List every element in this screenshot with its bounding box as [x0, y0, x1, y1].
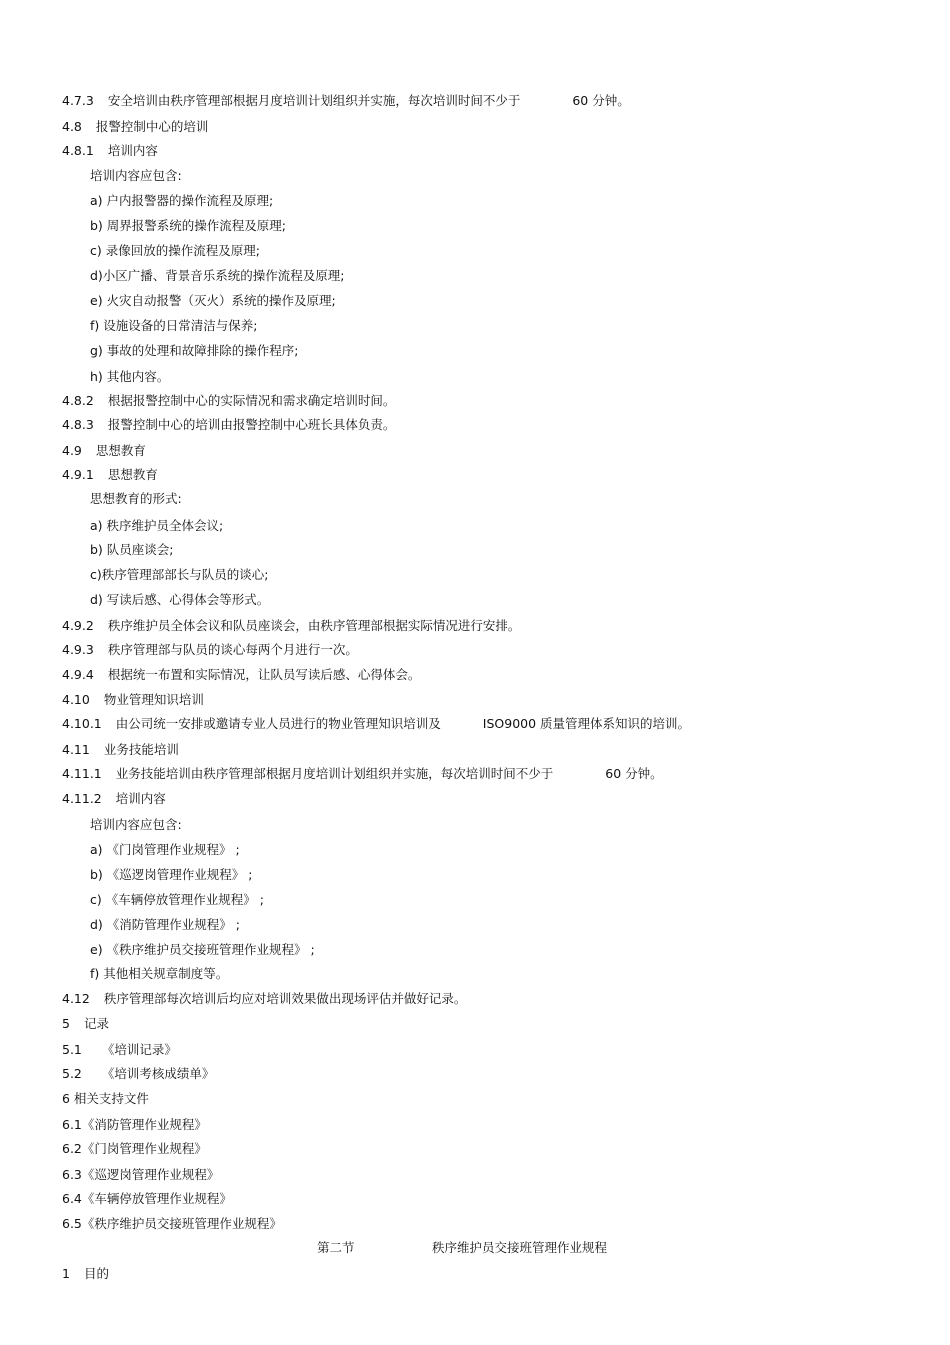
clause-number: 4.9 [62, 443, 82, 458]
reference-item: 6.5《秩序维护员交接班管理作业规程》 [62, 1216, 282, 1231]
list-item: f) 其他相关规章制度等。 [90, 966, 229, 981]
clause-number: 4.10 [62, 692, 90, 707]
list-item: a) 秩序维护员全体会议; [90, 518, 224, 533]
list-item: b) 周界报警系统的操作流程及原理; [90, 218, 286, 233]
clause-4-9-3 [62, 639, 358, 661]
clause-text: 记录 [83, 1016, 109, 1031]
clause-text: 业务技能培训 [103, 742, 179, 757]
clause-number: 4.8.1 [62, 143, 94, 158]
clause-number: 4.11.2 [62, 791, 102, 806]
clause-number: 1 [62, 1266, 70, 1281]
reference-item: 6.3《巡逻岗管理作业规程》 [62, 1167, 220, 1182]
list-item: h) 其他内容。 [90, 369, 170, 384]
section-heading-part: 第二节 [317, 1240, 355, 1255]
clause-4-9-1 [62, 464, 158, 486]
list-item: b) 《巡逻岗管理作业规程》 ; [90, 867, 253, 882]
heading-purpose [62, 1263, 109, 1285]
clause-text: 业务技能培训由秩序管理部根据月度培训计划组织并实施，每次培训时间不少于 [115, 766, 554, 781]
clause-4-11-1 [62, 763, 663, 785]
clause-text: 根据报警控制中心的实际情况和需求确定培训时间。 [107, 393, 396, 408]
clause-number: 4.9.1 [62, 467, 94, 482]
list-item: d) 写读后感、心得体会等形式。 [90, 592, 270, 607]
clause-4-7-3 [62, 90, 630, 112]
list-item: d) 《消防管理作业规程》 ; [90, 917, 240, 932]
clause-4-11-2 [62, 788, 166, 810]
clause-number: 4.10.1 [62, 716, 102, 731]
reference-item: 6.1《消防管理作业规程》 [62, 1117, 207, 1132]
clause-number: 5.2 [62, 1066, 82, 1081]
clause-number: 4.11.1 [62, 766, 102, 781]
clause-5-1 [62, 1039, 177, 1061]
clause-tail: 60 分钟。 [605, 766, 663, 781]
clause-4-11 [62, 739, 179, 761]
clause-number: 5.1 [62, 1042, 82, 1057]
clause-4-9-4 [62, 664, 420, 686]
clause-text: 由公司统一安排或邀请专业人员进行的物业管理知识培训及 [115, 716, 441, 731]
clause-text: 秩序维护员全体会议和队员座谈会，由秩序管理部根据实际情况进行安排。 [107, 618, 521, 633]
clause-4-10 [62, 689, 204, 711]
clause-4-8-2 [62, 390, 395, 412]
list-item: f) 设施设备的日常清洁与保养; [90, 318, 258, 333]
clause-text: 根据统一布置和实际情况，让队员写读后感、心得体会。 [107, 667, 421, 682]
clause-4-8-1 [62, 140, 158, 162]
clause-text: 《培训考核成绩单》 [101, 1066, 215, 1081]
section-6: 6 相关支持文件 [62, 1091, 149, 1106]
reference-item: 6.2《门岗管理作业规程》 [62, 1141, 207, 1156]
clause-number: 4.8 [62, 119, 82, 134]
clause-text: 秩序管理部与队员的谈心每两个月进行一次。 [107, 642, 358, 657]
clause-text: 报警控制中心的培训由报警控制中心班长具体负责。 [107, 417, 396, 432]
clause-4-9 [62, 440, 146, 462]
clause-number: 4.9.2 [62, 618, 94, 633]
clause-text: 报警控制中心的培训 [95, 119, 209, 134]
section-heading-title: 秩序维护员交接班管理作业规程 [432, 1240, 608, 1255]
list-intro: 思想教育的形式: [90, 491, 182, 506]
list-item: e) 火灾自动报警（灭火）系统的操作及原理; [90, 293, 336, 308]
list-item: a) 《门岗管理作业规程》 ; [90, 842, 240, 857]
clause-number: 4.7.3 [62, 93, 94, 108]
clause-4-8 [62, 116, 208, 138]
clause-tail: ISO9000 质量管理体系知识的培训。 [482, 716, 691, 731]
clause-number: 5 [62, 1016, 70, 1031]
clause-text: 目的 [83, 1266, 109, 1281]
clause-number: 4.9.4 [62, 667, 94, 682]
reference-item: 6.4《车辆停放管理作业规程》 [62, 1191, 232, 1206]
list-item: e) 《秩序维护员交接班管理作业规程》 ; [90, 942, 315, 957]
list-item: a) 户内报警器的操作流程及原理; [90, 193, 274, 208]
clause-text: 培训内容 [107, 143, 158, 158]
clause-text: 培训内容 [115, 791, 166, 806]
clause-4-9-2 [62, 615, 520, 637]
list-item: c)秩序管理部部长与队员的谈心; [90, 567, 269, 582]
clause-number: 4.12 [62, 991, 90, 1006]
section-5 [62, 1013, 109, 1035]
clause-4-12 [62, 988, 466, 1010]
clause-5-2 [62, 1063, 214, 1085]
clause-number: 4.8.2 [62, 393, 94, 408]
clause-text: 思想教育 [107, 467, 158, 482]
clause-text: 秩序管理部每次培训后均应对培训效果做出现场评估并做好记录。 [103, 991, 467, 1006]
clause-text: 安全培训由秩序管理部根据月度培训计划组织并实施，每次培训时间不少于 [107, 93, 521, 108]
clause-text: 物业管理知识培训 [103, 692, 204, 707]
clause-number: 4.9.3 [62, 642, 94, 657]
clause-text: 思想教育 [95, 443, 146, 458]
clause-number: 4.8.3 [62, 417, 94, 432]
clause-number: 4.11 [62, 742, 90, 757]
list-item: b) 队员座谈会; [90, 542, 174, 557]
clause-tail: 60 分钟。 [572, 93, 630, 108]
clause-text: 《培训记录》 [101, 1042, 177, 1057]
list-intro: 培训内容应包含: [90, 168, 182, 183]
list-item: c) 录像回放的操作流程及原理; [90, 243, 260, 258]
list-item: g) 事故的处理和故障排除的操作程序; [90, 343, 299, 358]
list-intro: 培训内容应包含: [90, 817, 182, 832]
list-item: c) 《车辆停放管理作业规程》 ; [90, 892, 264, 907]
clause-4-10-1 [62, 713, 690, 735]
list-item: d)小区广播、背景音乐系统的操作流程及原理; [90, 268, 345, 283]
clause-4-8-3 [62, 414, 395, 436]
